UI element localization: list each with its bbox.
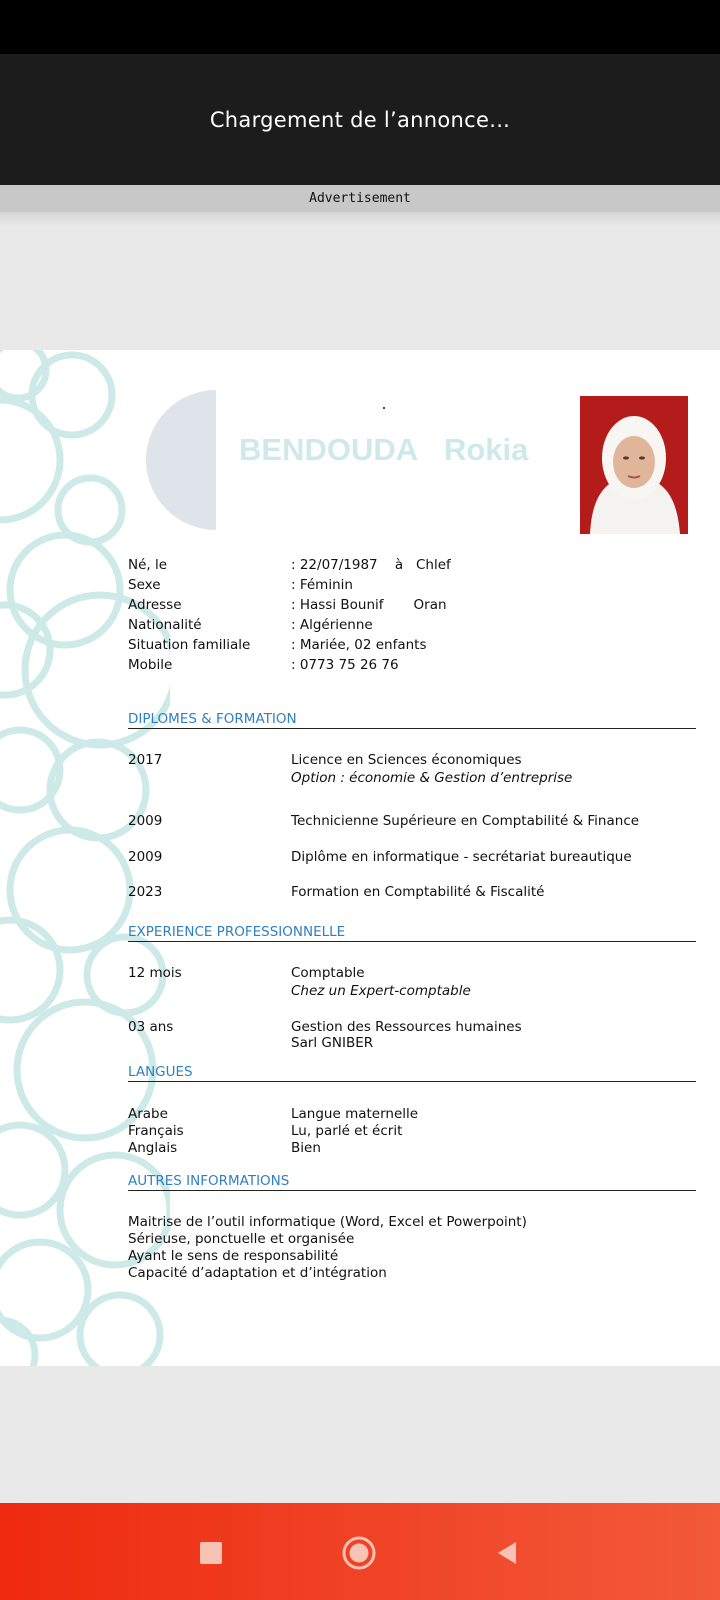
language-level: Langue maternelle — [291, 1106, 419, 1122]
diploma-year: 2009 — [128, 813, 163, 829]
ad-shadow — [0, 212, 720, 226]
personal-value: : 22/07/1987 à Chlef — [291, 557, 451, 573]
section-languages-title: LANGUES — [128, 1064, 696, 1082]
language-name: Arabe — [128, 1106, 168, 1122]
diploma-title: Formation en Comptabilité & Fiscalité — [291, 884, 545, 900]
personal-value: : 0773 75 26 76 — [291, 657, 399, 673]
recent-apps-button[interactable] — [191, 1533, 231, 1573]
diploma-year: 2009 — [128, 849, 163, 865]
personal-row — [128, 657, 688, 677]
diploma-title: Licence en Sciences économiques — [291, 752, 522, 768]
cv-last-name: Rokia — [443, 432, 529, 467]
diploma-detail: Option : économie & Gestion d’entreprise — [291, 770, 573, 786]
other-info-list — [128, 1214, 696, 1282]
personal-value: : Mariée, 02 enfants — [291, 637, 427, 653]
header-dot — [383, 407, 385, 409]
personal-label: Mobile — [128, 657, 173, 673]
personal-row — [128, 557, 688, 577]
ad-label-bar — [0, 185, 720, 212]
diploma-title: Technicienne Supérieure en Comptabilité & Finance — [291, 813, 640, 829]
experience-duration: 12 mois — [128, 965, 182, 981]
language-level: Bien — [291, 1140, 321, 1156]
diploma-title: Diplôme en informatique - secrétariat bureautique — [291, 849, 632, 865]
navigation-bar — [0, 1503, 720, 1600]
back-icon — [494, 1540, 520, 1566]
ad-loading-text: Chargement de l’annonce... — [209, 107, 511, 132]
recent-apps-icon — [198, 1540, 224, 1566]
personal-value: : Algérienne — [291, 617, 373, 633]
cv-first-name: BENDOUDA — [239, 432, 419, 467]
cv-name — [239, 432, 528, 468]
personal-label: Adresse — [128, 597, 182, 613]
personal-row — [128, 577, 688, 597]
personal-label: Sexe — [128, 577, 161, 593]
ad-label: Advertisement — [309, 191, 411, 206]
profile-photo — [580, 396, 688, 534]
section-other-title: AUTRES INFORMATIONS — [128, 1173, 696, 1191]
diploma-year: 2017 — [128, 752, 163, 768]
back-button[interactable] — [487, 1533, 527, 1573]
home-icon — [341, 1535, 377, 1571]
experience-detail: Chez un Expert-comptable — [291, 983, 471, 999]
home-button[interactable] — [339, 1533, 379, 1573]
experience-title: Gestion des Ressources humaines — [291, 1019, 522, 1035]
other-info-item: Sérieuse, ponctuelle et organisée — [128, 1231, 355, 1247]
other-info-item: Maitrise de l’outil informatique (Word, Excel et Powerpoint) — [128, 1214, 527, 1230]
personal-label: Nationalité — [128, 617, 202, 633]
personal-label: Né, le — [128, 557, 168, 573]
personal-label: Situation familiale — [128, 637, 251, 653]
section-diplomas-title: DIPLOMES & FORMATION — [128, 711, 696, 729]
other-info-item: Capacité d’adaptation et d’intégration — [128, 1265, 387, 1281]
ad-banner[interactable] — [0, 54, 720, 185]
personal-value: : Hassi Bounif Oran — [291, 597, 447, 613]
personal-row — [128, 637, 688, 657]
section-experience-title: EXPERIENCE PROFESSIONNELLE — [128, 924, 696, 942]
experience-title: Comptable — [291, 965, 365, 981]
status-bar — [0, 0, 720, 54]
diploma-year: 2023 — [128, 884, 163, 900]
personal-value: : Féminin — [291, 577, 353, 593]
language-name: Français — [128, 1123, 184, 1139]
experience-detail: Sarl GNIBER — [291, 1035, 374, 1051]
language-name: Anglais — [128, 1140, 178, 1156]
personal-row — [128, 617, 688, 637]
other-info-item: Ayant le sens de responsabilité — [128, 1248, 339, 1264]
language-level: Lu, parlé et écrit — [291, 1123, 403, 1139]
experience-duration: 03 ans — [128, 1019, 174, 1035]
cv-document — [0, 350, 720, 1366]
personal-row — [128, 597, 688, 617]
